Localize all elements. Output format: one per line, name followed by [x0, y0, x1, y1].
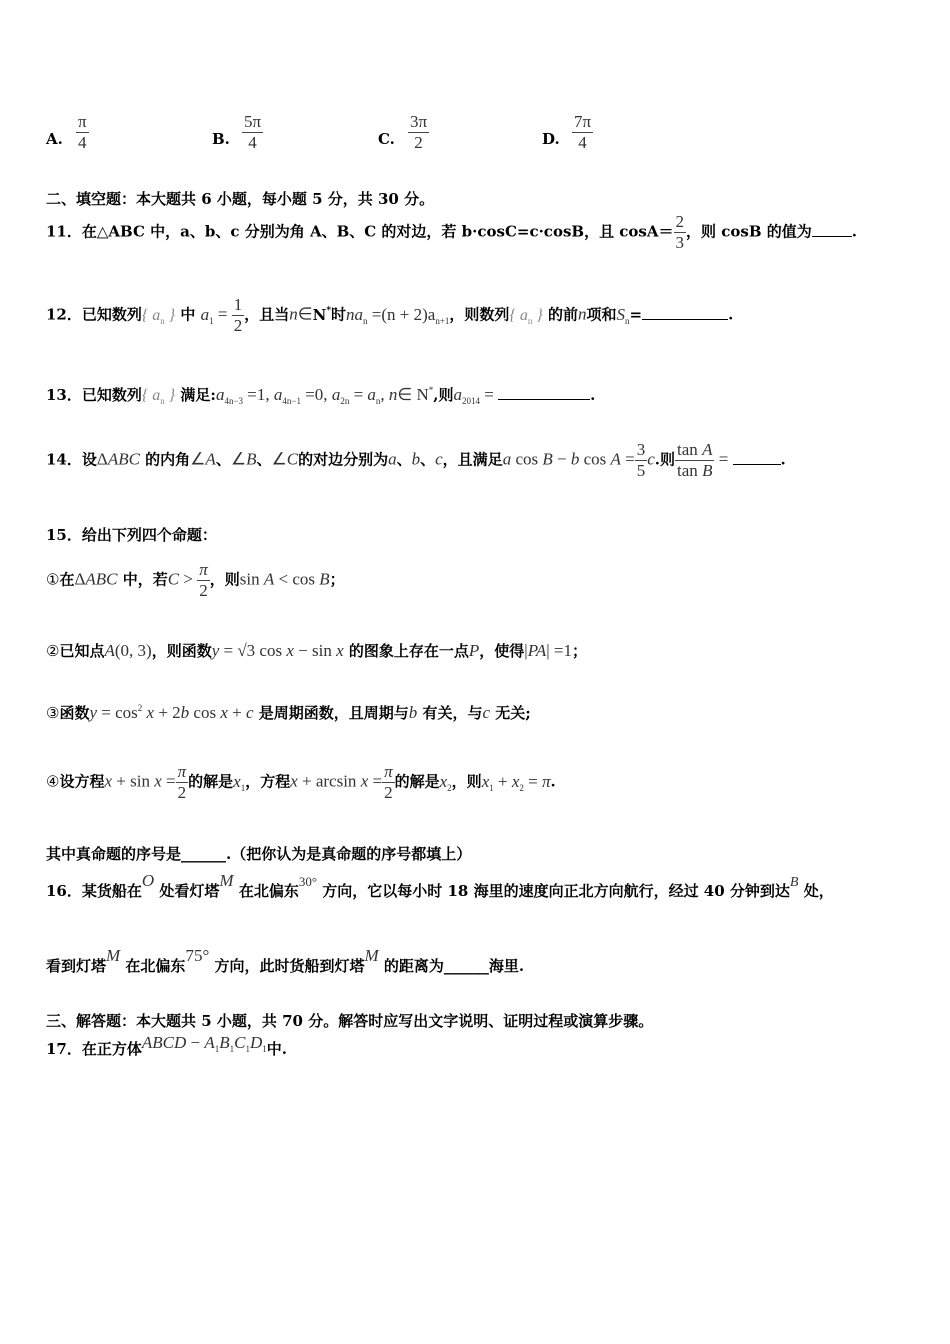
proposition-1: ①在ΔABC 中，若C > $\frac{\pi}{2}$ ，则sin A < cos B； [46, 560, 345, 600]
option-label: B. [212, 130, 230, 148]
option-label: C. [378, 130, 395, 148]
proposition-4: ④设方程x + sin x = $\frac{\pi}{2}$ 的解是$x_1$，方程x + arcsin x = $\frac{\pi}{2}$ 的解是$x_2$，则$x_1 + x_2 = \pi$. [46, 762, 556, 802]
question-13: 13．已知数列{ $a_n$ } 满足$:a_{4n-3} =1$, $a_{4n-1} =0$, $a_{2n} = a_n$, n∈ N*,则$a_{2014}$ = . [46, 385, 596, 406]
section-heading: 二、填空题：本大题共 6 小题，每小题 5 分，共 30 分。 [46, 190, 435, 208]
proposition-3: ③函数$y = \cos^2 x + 2b$ cos x + c 是周期函数，且周期与b 有关，与c 无关; [46, 703, 531, 722]
question-15: 15．给出下列四个命题： [46, 526, 217, 544]
answer-blank [812, 236, 852, 237]
section-heading: 三、解答题：本大题共 5 小题，共 70 分。解答时应写出文字说明、证明过程或演算步骤。 [46, 1012, 654, 1030]
question-11: 11．在△ABC 中，a、b、c 分别为角 A、B、C 的对边，若 b·cosC=c·cosB，且 cosA＝ $\frac{2}{3}$ ，则 cosB 的值为 . [46, 212, 857, 252]
question-16: 16．某货船在O 处看灯塔M 在北偏东30° 方向，它以每小时 18 海里的速度向正北方向航行，经过 40 分钟到达B 处， [46, 871, 834, 900]
question-16-cont: 看到灯塔M 在北偏东75° 方向，此时货船到灯塔M 的距离为______海里. [46, 946, 525, 975]
option-label: D. [542, 130, 560, 148]
question-17: 17．在正方体ABCD − $A_1B_1C_1D_1$中. [46, 1033, 287, 1058]
question-12: 12．已知数列{ $a_n$ } 中 $a_1$ = $\frac{1}{2}$ ，且当n∈N*时$na_n =(n + 2)a_{n+1}$，则数列{ $a_n$ } 的前n项和$S_n=$ . [46, 295, 734, 335]
question-15-summary: 其中真命题的序号是______.（把你认为是真命题的序号都填上） [46, 845, 472, 863]
option-label: A. [46, 130, 63, 148]
proposition-2: ②已知点A(0, 3)，则函数y = √3 cos x − sin x 的图象上存在一点P，使得|PA| =1； [46, 641, 588, 660]
question-14: 14．设ΔABC 的内角∠A、∠B、∠C的对边分别为a、b、c，且满足a cos B − b cos A = $\frac{3}{5}$ c.则 $\frac{\text{tan A}}{\text{tan B}}$ = . [46, 440, 786, 480]
